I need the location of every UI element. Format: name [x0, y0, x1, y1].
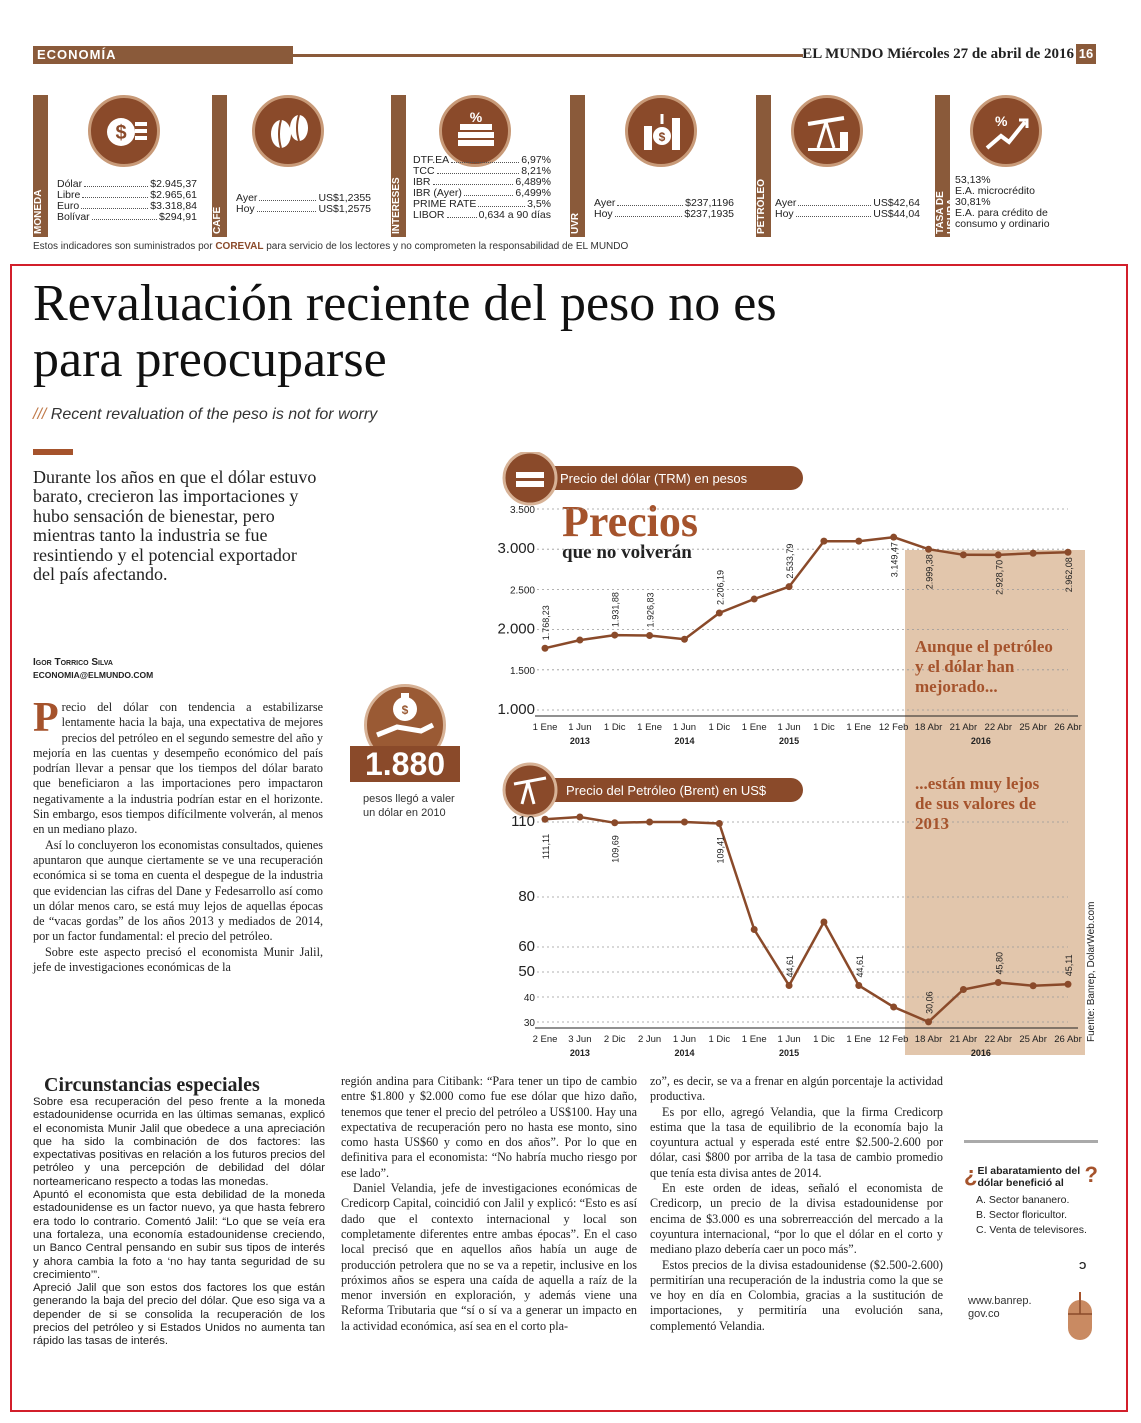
paragraph: Daniel Velandia, jefe de investigaciones económicas de Credicorp Capital, coincidió con Jalil y explicó: “Esto es así dado que el contexto internacional y local son completamente diferentes entre ambas épocas”. En el caso local precisó que en aquellos años había un auge de producción petrolera que no se va a repetir, inclusive en los próximos años se espera una caída de aquella a raíz de la menor inversión en exploración, y además viene una Reforma Tributaria que “sí o sí va a generar un impacto en la actividad económica, así sea en el corto pla-: [341, 1181, 637, 1333]
x-tick-label: 22 Abr: [984, 1034, 1013, 1045]
indicator-uvr: [570, 95, 740, 237]
x-tick-label: 18 Abr: [914, 1034, 943, 1045]
body-column-2: [341, 1074, 637, 1334]
x-tick-label: 1 Jun: [672, 722, 697, 733]
quiz-option: A. Sector bananero.: [976, 1194, 1070, 1206]
sidebar-title: Circunstancias especiales: [44, 1074, 260, 1096]
quiz-question: El abaratamiento del dólar benefició al: [977, 1165, 1081, 1189]
data-point: [751, 926, 758, 933]
mouse-icon: [1066, 1292, 1094, 1342]
paragraph: Así lo concluyeron los economistas consultados, quienes apuntaron que aunque ciertamente se ve una recuperación económica si se toma en cuenta el despegue de la industria que evidencian las cifras del Dane y Fedesarrollo así como un dólar menos caro, se está muy lejos de aquellas épocas de “vacas gordas” de los años 2013 y mediados de 2014, por un factor fundamental: el precio del petróleo.: [33, 837, 323, 944]
coffee-beans-icon: [252, 95, 324, 167]
x-tick-label: 1 Ene: [532, 722, 558, 733]
quiz-option: C. Venta de televisores.: [976, 1224, 1087, 1236]
data-point: [925, 546, 932, 553]
indicator-key: Dólar: [57, 178, 83, 190]
indicator-key: TCC: [413, 165, 435, 177]
data-label: 109,41: [715, 835, 726, 864]
price-graphic: [490, 452, 1100, 1064]
indicator-usura: [935, 95, 1098, 237]
x-tick-label: 18 Abr: [914, 722, 943, 733]
paragraph: zo”, es decir, se va a frenar en algún porcentaje la actividad productiva.: [650, 1074, 943, 1104]
paragraph: Sobre este aspecto precisó el economista Munir Jalil, jefe de investigaciones económicas de la: [33, 944, 323, 975]
indicator-label: CAFÉ: [212, 206, 223, 234]
paragraph: Apuntó el economista que esta debilidad de la moneda estadounidense es un factor nuevo, ya que hasta febrero era todo lo contrario. Comentó Jalil: “Lo que se veía era una fortaleza, una economía estadounidense creciendo, un Banco Central pensando en subir sus tipos de interés y ahora cambia la foto a ‘no hay tanta seguridad de su crecimiento’”.: [33, 1189, 325, 1281]
data-point: [751, 596, 758, 603]
data-point: [995, 979, 1002, 986]
graphic-big-subtitle: que no volverán: [562, 542, 692, 563]
indicator-rows: [236, 193, 371, 215]
x-tick-label: 12 Feb: [878, 1034, 909, 1045]
usura-line: E.A. para crédito de: [955, 207, 1048, 219]
x-tick-label: 1 Ene: [741, 1034, 767, 1045]
indicator-value: US$44,04: [873, 208, 920, 220]
drop-cap: P: [33, 695, 59, 741]
data-label: 2.928,70: [994, 559, 1005, 595]
data-label: 2.962,08: [1064, 557, 1074, 593]
indicator-key: Hoy: [236, 203, 255, 215]
indicator-value: 6,97%: [521, 154, 551, 166]
data-label: 3.149,47: [889, 542, 900, 578]
section-tag: ECONOMÍA: [33, 46, 293, 64]
graphic-big-title: Precios: [562, 497, 699, 546]
data-point: [820, 538, 827, 545]
y-tick-label: 50: [518, 963, 535, 980]
x-tick-label: 2 Jun: [637, 1034, 662, 1045]
paragraph: En este orden de ideas, señaló el economista de Credicorp, un precio de la divisa estadounidense por encima de $3.000 es una sobrerreacción del mercado a la coyuntura internacional, “por lo que el dólar en el corto y mediano plazo debería caer un poco más”.: [650, 1181, 943, 1257]
stat-value: 1.880: [350, 746, 460, 782]
x-year-label: 2016: [970, 736, 991, 746]
coins-icon: [88, 95, 160, 167]
y-tick-label: 40: [523, 993, 535, 1004]
chart-title: Precio del Petróleo (Brent) en US$: [566, 783, 767, 798]
usura-line: E.A. microcrédito: [955, 185, 1035, 197]
paragraph: Es por ello, agregó Velandia, que la firma Credicorp estima que la tasa de equilibrio de la economía bajo la coyuntura actual y esperada esté entre $2.500-2.600 por dólar, casi $800 por arriba de la tasa de cambio promedio que tenía esta divisa antes de 2014.: [650, 1104, 943, 1180]
indicator-cafe: [212, 95, 377, 237]
masthead: EL MUNDO Miércoles 27 de abril de 2016: [802, 46, 1074, 62]
data-label: 44,61: [785, 954, 796, 978]
data-label: 30,06: [924, 991, 935, 1014]
svg-text:$: $: [401, 703, 409, 717]
indicator-value: US$1,2575: [318, 203, 371, 215]
coreval-logo: COREVAL: [215, 241, 264, 252]
data-point: [960, 551, 967, 558]
data-point: [646, 632, 653, 639]
body-column-3: [650, 1074, 943, 1334]
indicator-value: 3,5%: [527, 198, 551, 210]
body-column-1: [33, 695, 323, 975]
x-tick-label: 1 Dic: [708, 1034, 731, 1045]
x-tick-label: 1 Dic: [813, 1034, 835, 1045]
data-label: 111,11: [541, 833, 551, 860]
paragraph: Estos precios de la divisa estadounidense ($2.500-2.600) permitirían una recuperación de la industria como la que se ve hoy en día en Colombia, gracias a la sustitución de importaciones, y permitiría una evolución sana, complementó Velandia.: [650, 1257, 943, 1333]
quiz-box: [964, 1140, 1098, 1270]
indicator-value: 0,634 a 90 días: [478, 209, 551, 221]
svg-text:%: %: [469, 109, 483, 125]
data-label: 109,69: [610, 835, 621, 863]
data-label: 1.926,83: [645, 592, 656, 628]
x-year-label: 2015: [779, 736, 800, 746]
y-tick-label: 1.000: [497, 701, 535, 718]
usura-line: 30,81%: [955, 196, 991, 208]
x-tick-label: 3 Jun: [568, 1034, 592, 1045]
data-point: [681, 636, 688, 643]
x-year-label: 2015: [779, 1048, 800, 1058]
indicator-value: $2.965,61: [150, 189, 197, 201]
indicator-key: Libre: [57, 189, 81, 201]
indicator-row: [413, 210, 551, 221]
data-label: 45,80: [994, 951, 1005, 975]
indicator-petroleo: [756, 95, 924, 237]
oil-pump-icon: [791, 95, 863, 167]
indicator-row: [775, 209, 920, 220]
data-label: 1.931,88: [610, 592, 621, 628]
indicator-value: $3.318,84: [150, 200, 197, 212]
data-point: [960, 986, 967, 993]
building-growth-icon: [625, 95, 697, 167]
top-bar: [33, 44, 1096, 68]
indicator-value: 6,489%: [515, 176, 551, 188]
quiz-option: B. Sector floricultor.: [976, 1209, 1068, 1221]
x-tick-label: 25 Abr: [1019, 1034, 1047, 1045]
y-tick-label: 1.500: [509, 665, 535, 677]
author-name: Igor Torrico Silva: [33, 657, 113, 668]
y-tick-label: 2.500: [509, 585, 535, 597]
indicator-rows: [775, 198, 920, 220]
x-tick-label: 1 Jun: [777, 722, 801, 733]
data-point: [542, 645, 549, 652]
indicator-row: [594, 209, 734, 220]
data-label: 2.999,38: [924, 554, 935, 590]
x-tick-label: 12 Feb: [878, 722, 909, 733]
data-label: 2.206,19: [715, 569, 726, 606]
x-tick-label: 2 Dic: [603, 1034, 626, 1045]
indicator-key: Ayer: [236, 192, 258, 204]
stat-callout: [350, 684, 460, 844]
data-point: [576, 637, 583, 644]
x-tick-label: 1 Ene: [741, 722, 767, 733]
x-tick-label: 21 Abr: [949, 722, 978, 733]
data-label: 1.768,23: [541, 605, 551, 641]
indicator-key: DTF.EA: [413, 154, 450, 166]
data-point: [611, 632, 618, 639]
usura-line: consumo y ordinario: [955, 218, 1050, 230]
indicator-value: $2.945,37: [150, 178, 197, 190]
x-tick-label: 22 Abr: [984, 722, 1013, 733]
x-tick-label: 26 Abr: [1054, 722, 1082, 733]
x-tick-label: 1 Jun: [777, 1034, 801, 1045]
x-year-label: 2016: [970, 1048, 991, 1058]
y-tick-label: 3.500: [509, 505, 535, 516]
x-year-label: 2013: [569, 736, 590, 746]
x-tick-label: 1 Dic: [813, 722, 835, 733]
accent-bar: [33, 449, 73, 455]
data-point: [1065, 549, 1072, 556]
indicator-value: 6,499%: [515, 187, 551, 199]
y-tick-label: 30: [523, 1018, 535, 1029]
data-point: [611, 819, 618, 826]
paragraph: recio del dólar con tendencia a estabilizarse lentamente hacia la baja, una expectativa de mejores precios del petróleo en el segundo semestre del año y mejoría en las cuentas y desempeño económico del país podrían llevar a pensar que los tiempos del dólar barato que beneficiaron a las importaciones pero impactaron negativamente a la industria podrían estar en el horizonte. Sin embargo, esos tiempos difícilmente volverán, al menos en un mediano plazo.: [33, 700, 323, 837]
x-tick-label: 25 Abr: [1019, 722, 1047, 733]
indicator-rows: [955, 175, 1095, 230]
indicator-value: 8,21%: [521, 165, 551, 177]
indicator-label: INTERESES: [391, 177, 402, 234]
callout-1: Aunque el petróleo y el dólar han mejorado...: [915, 637, 1053, 696]
web-reference: www.banrep. gov.co: [968, 1295, 1032, 1320]
indicator-key: Hoy: [775, 208, 794, 220]
data-point: [716, 820, 723, 827]
indicator-key: PRIME RATE: [413, 198, 477, 210]
y-tick-label: 2.000: [497, 620, 535, 638]
data-point: [855, 982, 862, 989]
lead-paragraph: Durante los años en que el dólar estuvo barato, crecieron las importaciones y hubo sensación de bienestar, pero mientras tanto la industria se fue resintiendo y el potencial exportador del país afectando.: [33, 467, 317, 585]
svg-text:$: $: [115, 122, 127, 144]
x-tick-label: 1 Dic: [603, 722, 626, 733]
indicator-key: Euro: [57, 200, 80, 212]
data-point: [716, 610, 723, 617]
indicator-value: US$42,64: [873, 197, 920, 209]
indicator-key: IBR (Ayer): [413, 187, 462, 199]
x-tick-label: 21 Abr: [949, 1034, 978, 1045]
question-close-mark: ?: [1084, 1162, 1098, 1187]
question-open-mark: ¿: [964, 1162, 978, 1187]
indicator-key: Hoy: [594, 208, 613, 220]
indicator-value: $294,91: [159, 211, 197, 223]
y-tick-label: 110: [511, 813, 535, 830]
data-point: [1065, 981, 1072, 988]
author-email: ECONOMIA@ELMUNDO.COM: [33, 670, 154, 680]
indicator-row: [57, 212, 197, 223]
svg-text:%: %: [995, 113, 1008, 129]
data-point: [786, 583, 793, 590]
indicator-label: UVR: [570, 212, 581, 234]
data-label: 44,61: [854, 954, 865, 978]
indicator-intereses: [391, 95, 556, 237]
indicator-rows: [57, 179, 197, 223]
x-tick-label: 1 Ene: [637, 722, 663, 733]
indicator-moneda: [33, 95, 203, 237]
x-tick-label: 1 Dic: [708, 722, 731, 733]
sidebar-body: [33, 1096, 325, 1349]
data-point: [855, 538, 862, 545]
indicator-value: US$1,2355: [318, 192, 371, 204]
data-point: [820, 919, 827, 926]
y-tick-label: 3.000: [497, 540, 535, 558]
data-point: [786, 982, 793, 989]
y-tick-label: 60: [518, 938, 535, 955]
x-tick-label: 1 Ene: [846, 722, 872, 733]
section-rule: [293, 54, 803, 57]
indicator-label: PETRÓLEO: [756, 178, 767, 234]
data-label: 2.533,79: [785, 543, 796, 579]
indicator-label: MONEDA: [33, 189, 44, 234]
paragraph: región andina para Citibank: “Para tener un tipo de cambio entre $1.800 y $2.000 como fue ese dólar que hizo daño, tenemos que tener el precio del petróleo a US$100. Hay una expectativa de recuperación pero no hasta ese monto, sino como hasta US$60 y como en dos años”. Por lo que en definitiva para el economista: “No habría mucho riesgo por ese lado”.: [341, 1074, 637, 1180]
indicator-label: TASA DE USURA: [935, 191, 957, 234]
indicator-value: $237,1196: [685, 197, 734, 209]
indicator-key: Ayer: [775, 197, 797, 209]
data-point: [890, 534, 897, 541]
indicator-key: IBR: [413, 176, 431, 188]
data-point: [925, 1018, 932, 1025]
x-tick-label: 1 Jun: [568, 722, 592, 733]
indicator-row: [236, 204, 371, 215]
indicator-key: Ayer: [594, 197, 616, 209]
page-number: 16: [1076, 44, 1096, 64]
percent-growth-icon: [970, 95, 1042, 167]
indicator-rows: [413, 155, 551, 221]
data-point: [646, 819, 653, 826]
stat-caption: pesos llegó a valer un dólar en 2010: [363, 793, 455, 819]
x-year-label: 2013: [569, 1048, 590, 1058]
usura-line: 53,13%: [955, 174, 991, 186]
data-point: [1030, 982, 1037, 989]
chart-title: Precio del dólar (TRM) en pesos: [560, 471, 748, 486]
indicator-key: Bolívar: [57, 211, 90, 223]
indicator-rows: [594, 198, 734, 220]
svg-text:$: $: [658, 130, 666, 144]
x-year-label: 2014: [674, 736, 695, 746]
paragraph: Apreció Jalil que son estos dos factores los que están generando la baja del precio del dólar. Que eso siga va a depender de si se consolida la recuperación de los precios del petróleo y si Estados Unidos no aumenta tan rápido las tasas de interés.: [33, 1282, 325, 1348]
data-point: [576, 814, 583, 821]
x-tick-label: 1 Jun: [672, 1034, 697, 1045]
source-note: Fuente: Banrep, DolarWeb.com: [1086, 901, 1097, 1042]
data-point: [890, 1004, 897, 1011]
data-point: [995, 551, 1002, 558]
data-label: 45,11: [1064, 954, 1074, 977]
y-tick-label: 80: [518, 888, 535, 905]
callout-2: ...están muy lejos de sus valores de 2013: [915, 774, 1040, 833]
data-point: [681, 819, 688, 826]
x-tick-label: 1 Ene: [846, 1034, 872, 1045]
headline: Revaluación reciente del peso no es para preocuparse: [33, 275, 777, 388]
indicator-key: LIBOR: [413, 209, 445, 221]
x-tick-label: 26 Abr: [1054, 1034, 1082, 1045]
x-tick-label: 2 Ene: [532, 1034, 558, 1045]
quiz-answer: C: [1078, 1259, 1086, 1270]
paragraph: Sobre esa recuperación del peso frente a la moneda estadounidense ocurrida en las últimas semanas, explicó el economista Munir Jalil que obedece a una apreciación que ha sido la combinación de dos factores: las expectativas positivas en relación a los futuros precios del petróleo y una percepción de debilidad del dólar norteamericano respecto a todas las monedas.: [33, 1096, 325, 1188]
x-year-label: 2014: [674, 1048, 695, 1058]
subhead: /// Recent revaluation of the peso is not for worry: [33, 406, 378, 423]
data-point: [1030, 550, 1037, 557]
data-point: [542, 816, 549, 823]
indicators-disclaimer: Estos indicadores son suministrados por COREVAL para servicio de los lectores y no comprometen la responsabilidad de EL MUNDO: [33, 241, 629, 252]
indicator-value: $237,1935: [684, 208, 734, 220]
